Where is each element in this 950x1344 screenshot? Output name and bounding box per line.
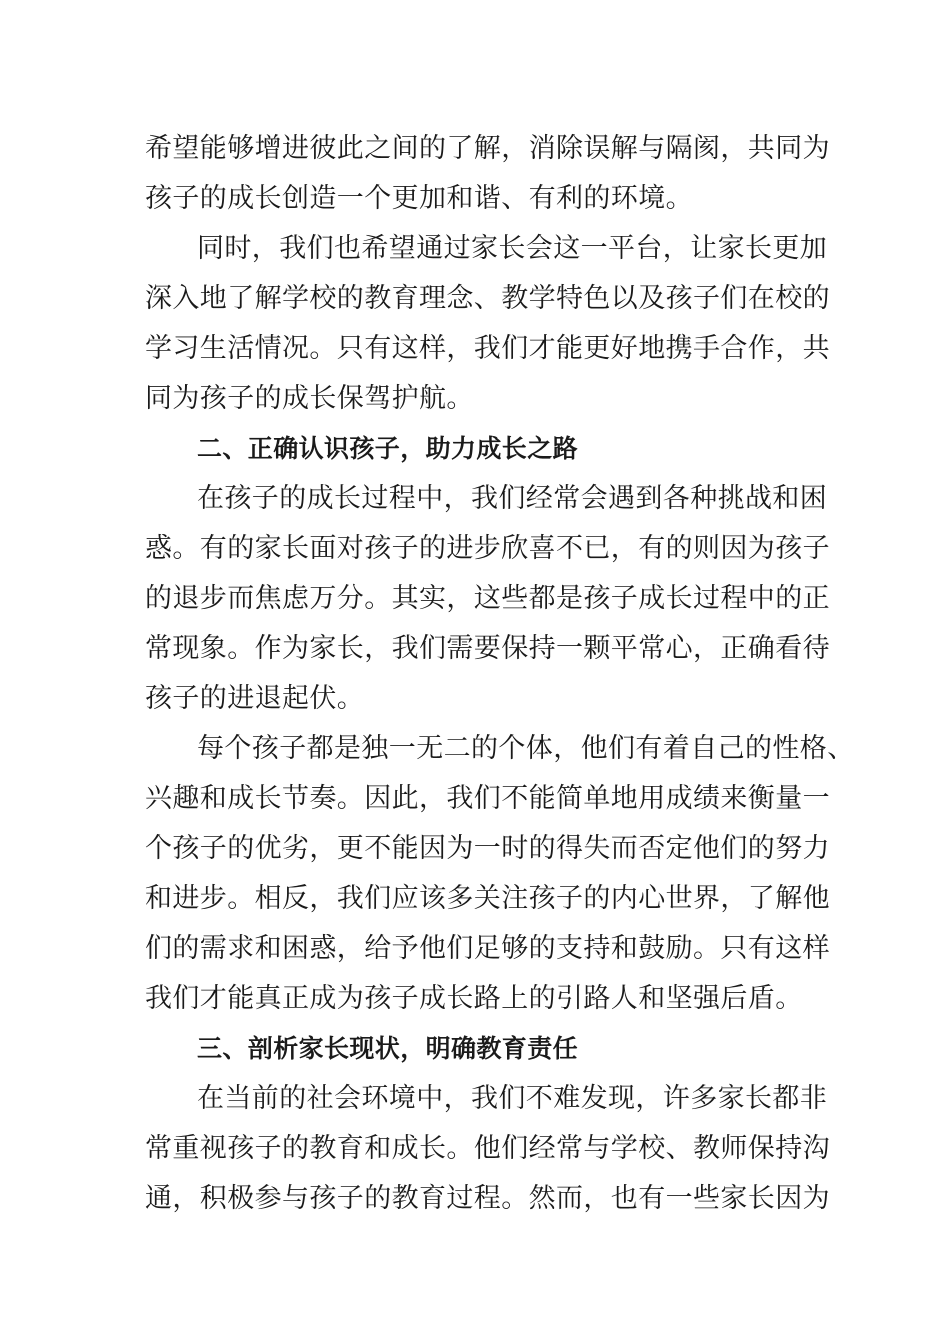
text-line: 同时，我们也希望通过家长会这一平台，让家长更加	[197, 233, 828, 264]
text-line: 的退步而焦虑万分。其实，这些都是孩子成长过程中的正	[145, 583, 830, 614]
text-line: 孩子的进退起伏。	[145, 683, 365, 714]
section-heading-3: 三、剖析家长现状，明确教育责任	[197, 1034, 579, 1063]
text-line: 深入地了解学校的教育理念、教学特色以及孩子们在校的	[145, 283, 830, 314]
text-line: 惑。有的家长面对孩子的进步欣喜不已，有的则因为孩子	[145, 533, 830, 564]
text-line: 同为孩子的成长保驾护航。	[145, 383, 474, 414]
text-line: 们的需求和困惑，给予他们足够的支持和鼓励。只有这样	[145, 933, 830, 964]
text-line: 在当前的社会环境中，我们不难发现，许多家长都非	[197, 1083, 828, 1114]
text-line: 我们才能真正成为孩子成长路上的引路人和坚强后盾。	[145, 983, 803, 1014]
text-line: 常现象。作为家长，我们需要保持一颗平常心，正确看待	[145, 633, 830, 664]
text-line: 和进步。相反，我们应该多关注孩子的内心世界，了解他	[145, 883, 830, 914]
text-line: 通，积极参与孩子的教育过程。然而，也有一些家长因为	[145, 1183, 830, 1214]
text-line: 个孩子的优劣，更不能因为一时的得失而否定他们的努力	[145, 833, 830, 864]
text-line: 每个孩子都是独一无二的个体，他们有着自己的性格、	[197, 733, 855, 764]
text-line: 希望能够增进彼此之间的了解，消除误解与隔阂，共同为	[145, 133, 830, 164]
text-line: 兴趣和成长节奏。因此，我们不能简单地用成绩来衡量一	[145, 783, 830, 814]
section-heading-2: 二、正确认识孩子，助力成长之路	[197, 434, 579, 463]
text-line: 孩子的成长创造一个更加和谐、有利的环境。	[145, 183, 693, 214]
text-line: 学习生活情况。只有这样，我们才能更好地携手合作，共	[145, 333, 830, 364]
text-line: 在孩子的成长过程中，我们经常会遇到各种挑战和困	[197, 483, 828, 514]
text-line: 常重视孩子的教育和成长。他们经常与学校、教师保持沟	[145, 1133, 830, 1164]
